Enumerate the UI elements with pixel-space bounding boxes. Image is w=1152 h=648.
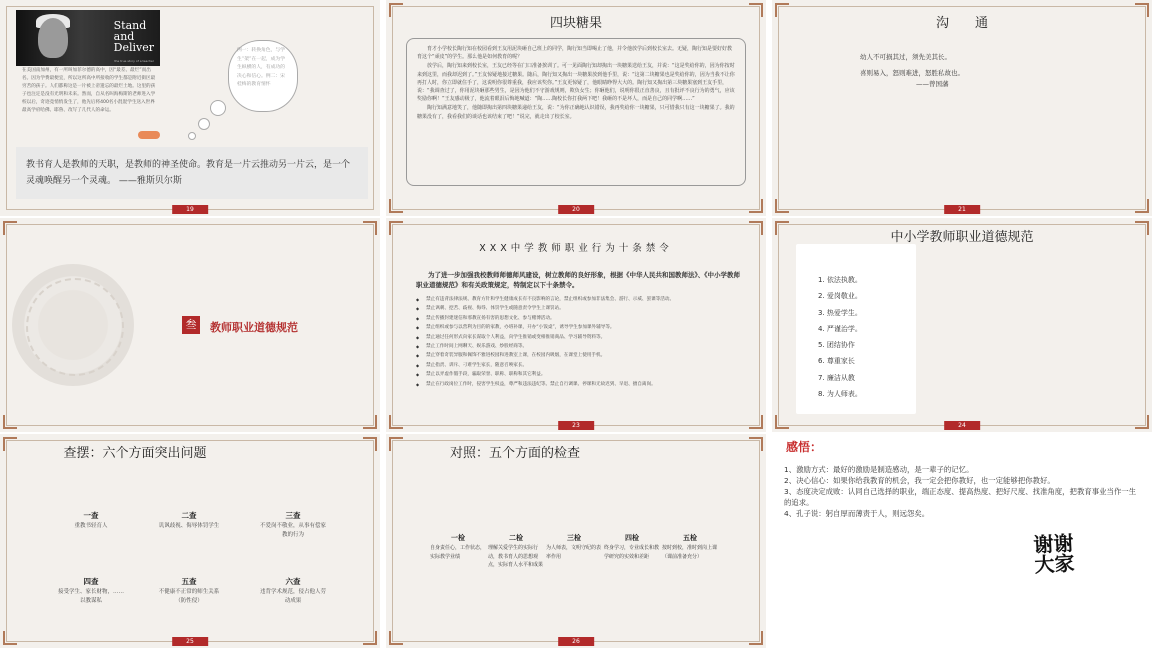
check-desc: 终身学习，专业成长和教学研究的实效和差距	[604, 545, 660, 560]
check-heading: 二检	[509, 534, 523, 542]
quote-body	[860, 52, 1080, 90]
corner-ornament	[3, 221, 17, 235]
check-column	[662, 532, 718, 561]
list-item: ◆ 禁止在行政岗位工作时，侵害学生权益，尊严和违法违纪等。禁止自行调课、停课和无故迟到、早退、擅自离岗。	[416, 382, 746, 388]
check-heading: 四检	[625, 534, 639, 542]
corner-ornament	[389, 199, 403, 213]
orange-marker	[138, 131, 160, 139]
list-item: 1. 依法执教。	[818, 276, 862, 284]
decorative-seal-image	[12, 264, 134, 386]
list-item: 3. 热爱学生。	[818, 308, 862, 317]
section-title: 教师职业道德规范	[210, 321, 298, 334]
corner-ornament	[389, 415, 403, 429]
slide-26-thumbnail[interactable]	[386, 434, 766, 648]
check-heading: 五检	[683, 534, 697, 542]
quote-attribution: ——曾国藩	[916, 80, 949, 88]
slide-25-thumbnail[interactable]	[0, 434, 380, 648]
check-heading: 二查	[181, 511, 197, 520]
slide-20-thumbnail[interactable]	[386, 0, 766, 216]
list-item: ◆ 禁止工作时间上网聊天、娱乐游戏、炒股经商等。	[416, 344, 746, 350]
check-column	[546, 532, 602, 561]
quote-line: 幼人不可损其过，须先美其长。	[860, 53, 951, 61]
slide-title: 查摆：六个方面突出问题	[63, 446, 207, 461]
quote-box: 教书育人是教师的天职，是教师的神圣使命。教育是一片云推动另一片云，是一个灵魂唤醒另一个灵魂。 ——雅斯贝尔斯	[16, 147, 368, 199]
corner-ornament	[3, 631, 17, 645]
corner-ornament	[749, 199, 763, 213]
check-heading: 一检	[451, 534, 465, 542]
check-desc: 接受学生、家长财物，……以教谋私	[57, 589, 124, 604]
calligraphy-thanks: 谢谢大家	[1032, 530, 1076, 578]
list-item: ◆ 禁止以弄虚作假手段，骗取荣誉、职称、职称和其它利益。	[416, 372, 746, 378]
slide-19-thumbnail[interactable]	[0, 0, 380, 216]
list-item: 3、态度决定成败：认同自己选择的职业，端正态度、提高热度、把好尺度、找准角度，把教育事业当作一生的追求。	[784, 487, 1137, 507]
list-item: ◆ 禁止指责、训斥、刁难学生家长，随意召唤家长。	[416, 363, 746, 369]
check-desc: 不爱岗不敬业，从事有偿家教的行为	[259, 523, 326, 538]
check-heading: 六查	[285, 577, 301, 586]
slide-22-thumbnail[interactable]	[0, 218, 380, 432]
check-desc: 违背学术规范，侵占他人劳动成果	[259, 589, 326, 604]
check-cell	[258, 510, 328, 540]
intro-text: 为了进一步加强我校教师师德师风建设，树立教师的良好形象，根据《中华人民共和国教师法》、《中小学教师职业道德规范》和有关政策规定，特制定以下十条禁令。	[416, 271, 740, 289]
list-item: ◆ 禁止组织或参与以营利为目的的家教，办班补课，开办“小饭桌”，诱导学生参加课外辅导等。	[416, 325, 746, 331]
corner-ornament	[389, 631, 403, 645]
slide-title: 对照：五个方面的检查	[449, 446, 580, 461]
corner-ornament	[1135, 199, 1149, 213]
slide-frame	[6, 440, 374, 642]
slide-title: 四块糖果	[549, 16, 602, 31]
prohibition-list	[416, 297, 746, 391]
thought-dot-large	[210, 100, 226, 116]
poster-figure-face	[38, 18, 68, 58]
check-heading: 三查	[285, 511, 301, 520]
corner-ornament	[749, 221, 763, 235]
slide-24-thumbnail[interactable]	[772, 218, 1152, 432]
corner-ornament	[363, 631, 377, 645]
check-cell	[56, 576, 126, 606]
list-item: 1、激励方式：最好的激励是制造感动，是一辈子的记忆。	[784, 465, 974, 474]
check-heading: 三检	[567, 534, 581, 542]
list-item: 4. 严谨治学。	[818, 324, 862, 333]
check-desc: 按时到校，准时到岗上课（课前准备充分）	[662, 545, 718, 560]
corner-ornament	[363, 221, 377, 235]
story-paragraph: 育才小学校长陶行知在校园看到王友用泥块砸自己班上的同学，陶行知当即喝止了他，并令他放学后到校长室去。无疑，陶行知是要好好教育这个“顽皮”的学生。那么他是如何教育的呢？	[417, 46, 733, 61]
list-item: ◆ 禁止穿着奇装异服和佩饰不雅进校园和进教室上课，在校园内吸烟，在课堂上使用手机。	[416, 353, 746, 359]
list-item: ◆ 禁止讽刺、挖苦、歧视、侮辱、体罚学生或随意责令学生上课罚站。	[416, 306, 746, 312]
check-cell	[56, 510, 126, 531]
thought-dot-small	[188, 132, 196, 140]
poster-title: Stand and Deliver	[113, 19, 154, 54]
check-desc: 不健康不正常的师生关系（防性侵）	[158, 589, 220, 604]
page-number: 23	[558, 421, 594, 430]
thought-dot-medium	[198, 118, 210, 130]
check-cell	[258, 576, 328, 606]
page-number: 21	[944, 205, 980, 214]
corner-ornament	[775, 199, 789, 213]
page-number: 24	[944, 421, 980, 430]
slide-title: 沟 通	[935, 16, 988, 31]
page-number: 25	[172, 637, 208, 646]
check-heading: 五查	[181, 577, 197, 586]
story-box	[406, 38, 746, 186]
story-text: 在美国南加州，有一所叫加菲尔德的高中，因“最差、最烂”而出名。因为学费最便宜，所以这所高中所接收的学生都是附近街区最穷苦的孩子。人们都称这是一片被上帝遗忘的最烂土地。这里的孩子也注定是没有光明和未来。然而，自从名叫海梅斯的老师进入学校以后，奇迹竟悄悄发生了，他先后将400名小混混学生送入世界最高学府哈佛、耶鲁、改写了几代人的命运。	[22, 68, 156, 113]
slide-23-thumbnail[interactable]	[386, 218, 766, 432]
list-item: 8. 为人师表。	[818, 390, 862, 399]
list-item: ◆ 禁止通过任何形式向家长谋取个人利益，向学生推销或变相推销商品、学习辅导资料等。	[416, 335, 746, 341]
corner-ornament	[3, 415, 17, 429]
check-desc: 理解关爱学生的实际行动，教书育人的思想观点，实际育人水平和成果	[488, 545, 544, 568]
list-item: 6. 尊重家长	[818, 357, 855, 366]
section-number-badge: 叁	[182, 316, 200, 334]
list-item: 7. 廉洁从教	[818, 373, 855, 382]
check-column	[604, 532, 660, 561]
slide-27-thumbnail[interactable]	[772, 434, 1152, 648]
check-cell	[154, 576, 224, 606]
thought-bubble: 例一：转换角色，与学生“架”在一起，成为学生纵横的人，有成功的决心和信心。例二：宋桂梅的教育情怀	[228, 40, 298, 112]
list-item: 4、孔子说：躬自厚而薄责于人，则远怨矣。	[784, 509, 930, 518]
check-desc: 重教书轻育人	[74, 523, 108, 529]
corner-ornament	[749, 415, 763, 429]
check-desc: 自身责任心，工作状态，实际教学业绩	[430, 545, 486, 560]
check-desc: 讥讽歧视、侮辱体罚学生	[158, 523, 220, 529]
corner-ornament	[749, 631, 763, 645]
list-item: ◆ 禁止有违背法律法规、教育方针和学生健康成长有不良影响的言论，禁止组织或参加非法集会、游行、示威、罢课等活动。	[416, 297, 746, 303]
list-item: 5. 团结协作	[818, 341, 855, 350]
story-paragraph: 陶行知满意地笑了，他随即掏出第四块糖果递给王友，说：“为你正确地认识错误，我再奖给你一块糖果，只可惜我只有这一块糖果了。我的糖果没有了，我看我们的谈话也该结束了吧！”说完，就走出了校长室。	[417, 105, 735, 120]
corner-ornament	[1135, 415, 1149, 429]
corner-ornament	[775, 415, 789, 429]
slide-title: XXX中学教师职业行为十条禁令	[479, 243, 673, 254]
list-item: 2、决心信心：如果你给我教育的机会，我一定会把你教好，也一定能够把你教好。	[784, 476, 1055, 485]
slide-title: 中小学教师职业道德规范	[890, 230, 1034, 245]
quote-line: 喜则易入，怒则难进，怒胜私故也。	[860, 69, 964, 77]
page-number: 20	[558, 205, 594, 214]
corner-ornament	[363, 415, 377, 429]
corner-ornament	[389, 221, 403, 235]
movie-poster-image	[16, 10, 160, 66]
slide-frame	[778, 6, 1146, 210]
check-heading: 一查	[83, 511, 99, 520]
poster-subtitle: the true story of a teacher	[114, 59, 154, 63]
check-cell	[154, 510, 224, 531]
story-paragraph: 放学后，陶行知来到校长室，王友已经等在门口准备挨训了。可一见面陶行知却掏出一块糖果送给王友，并说：“这是奖给你的，因为你按时来到这里，而我却迟到了。”王友惊疑地接过糖果。随后，陶行知又掏出一块糖果放到他手里，说：“这第二块糖果也是奖给你的，因为当我不让你再打人时，你立即就住手了，这说明你很尊重我，我应该奖你。”王友更惊疑了，他眼睛睁得大大的。陶行知又掏出第三块糖果塞到王友手里，说：“我调查过了，你用泥块砸那些男生，是因为他们不守游戏规则，欺负女生；你砸他们，说明你很正直善良，且有批评不良行为的勇气，应该奖励你啊！”王友感动极了，他流着眼泪后悔地喊道：“陶……陶校长你打我两下吧！我砸的不是坏人，而是自己的同学啊……”	[417, 63, 735, 103]
check-column	[488, 532, 544, 570]
reflection-list	[784, 464, 1139, 519]
list-item: ◆ 禁止传播封建迷信和邪教宣扬有害的思想文化、参与赌博活动。	[416, 316, 746, 322]
list-item: 2. 爱岗敬业。	[818, 292, 862, 301]
slide-title: 感悟：	[786, 440, 823, 454]
slide-21-thumbnail[interactable]	[772, 0, 1152, 216]
check-heading: 四查	[83, 577, 99, 586]
page-number: 19	[172, 205, 208, 214]
check-column	[430, 532, 486, 561]
check-desc: 为人师表，文明守纪的表率作用	[546, 545, 602, 560]
code-list	[818, 272, 862, 402]
page-number: 26	[558, 637, 594, 646]
